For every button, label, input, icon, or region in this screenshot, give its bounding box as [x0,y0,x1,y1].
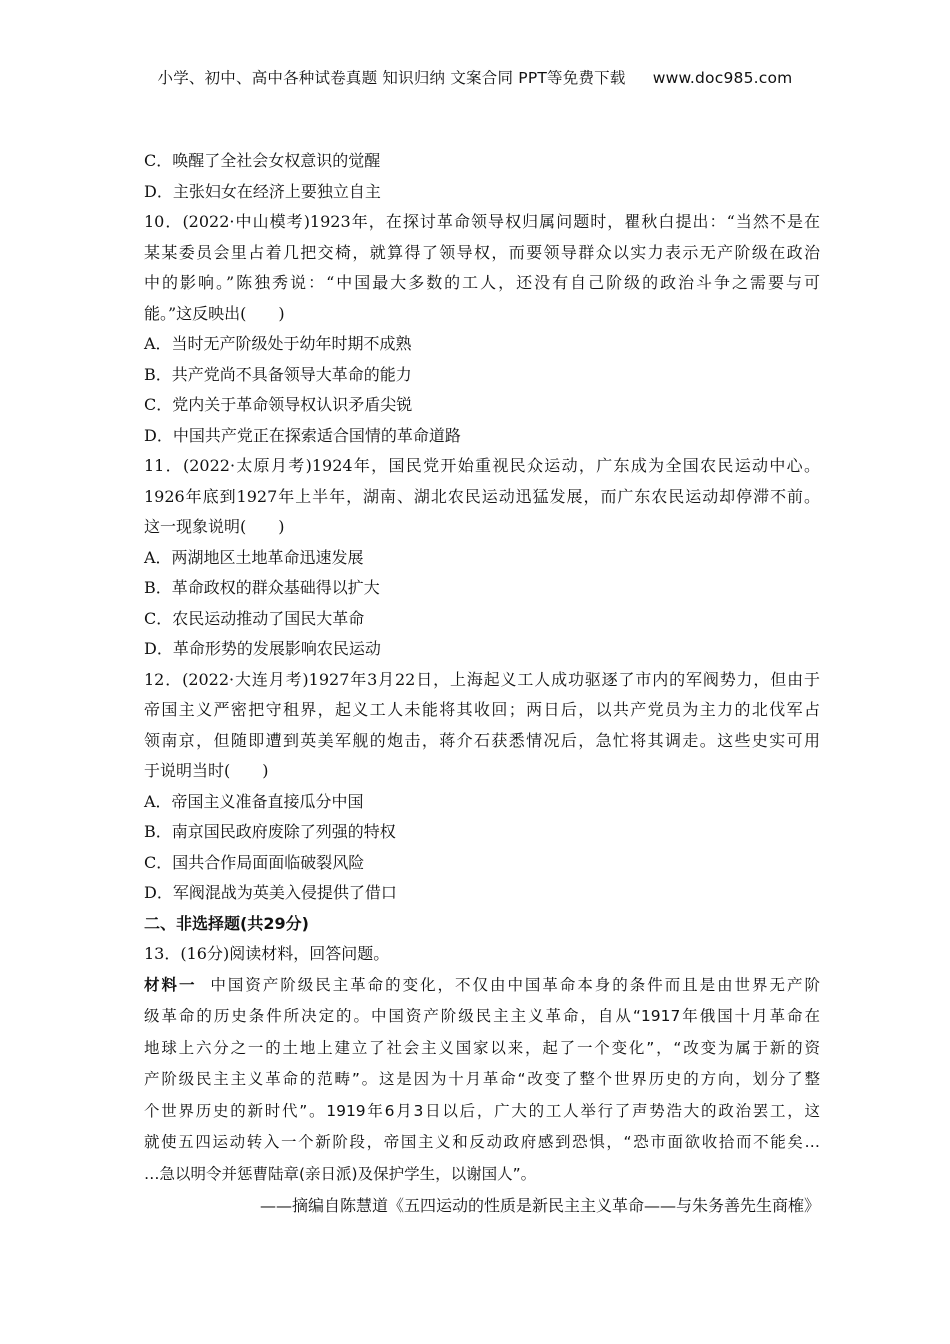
header-text: 小学、初中、高中各种试卷真题 知识归纳 文案合同 PPT等免费下载 [157,69,626,87]
q12-option-c: C．国共合作局面面临破裂风险 [144,852,365,872]
material-1-source: ——摘编自陈慧道《五四运动的性质是新民主主义革命——与朱务善先生商榷》 [259,1196,820,1215]
material-1-first-line [144,970,820,1002]
question-content [144,146,820,1221]
q11-option-d: D．革命形势的发展影响农民运动 [144,639,381,658]
q11-stem-line: 这一现象说明( ) [144,517,285,536]
material-label: 材料一 [144,975,197,994]
q10-option-c: C．党内关于革命领导权认识矛盾尖锐 [144,395,413,414]
q12-option-b: B．南京国民政府废除了列强的特权 [144,822,396,841]
q11-option-c: C．农民运动推动了国民大革命 [144,608,365,628]
header-url[interactable]: www.doc985.com [652,69,793,87]
question-13 [144,939,820,1221]
q10-option-d: D．中国共产党正在探索适合国情的革命道路 [144,425,461,445]
q11-stem-line: 1926年底到1927年上半年，湖南、湖北农民运动迅猛发展，而广东农民运动却停滞不前。 [144,486,820,506]
q10-stem-line: 某某委员会里占着几把交椅，就算得了领导权，而要领导群众以实力表示无产阶级在政治 [144,242,820,262]
q12-stem-line: 领南京，但随即遭到英美军舰的炮击，蒋介石获悉情况后，急忙将其调走。这些史实可用 [144,730,820,750]
q12-option-a: A．帝国主义准备直接瓜分中国 [144,791,364,811]
question-12 [144,665,820,909]
q10-option-b: B．共产党尚不具备领导大革命的能力 [144,364,412,384]
material-text: 中国资产阶级民主革命的变化，不仅由中国革命本身的条件而且是由世界无产阶 [210,975,820,994]
question-10 [144,207,820,451]
page-header [0,66,950,88]
q13-stem: 13．(16分)阅读材料，回答问题。 [144,944,390,963]
q9-option-c: C．唤醒了全社会女权意识的觉醒 [144,151,381,170]
q12-stem-line: 帝国主义严密把守租界，起义工人未能将其收回；两日后，以共产党员为主力的北伐军占 [144,700,820,719]
question-11 [144,451,820,665]
q10-stem-line: 中的影响。”陈独秀说：“中国最大多数的工人，还没有自己阶级的政治斗争之需要与可 [144,273,820,292]
q9-option-d: D．主张妇女在经济上要独立自主 [144,181,381,201]
q10-option-a: A．当时无产阶级处于幼年时期不成熟 [144,334,412,353]
material-1-line: 级革命的历史条件所决定的。中国资产阶级民主主义革命，自从“1917年俄国十月革命在 [144,1007,820,1025]
q12-stem-line: 12．(2022·大连月考)1927年3月22日，上海起义工人成功驱逐了市内的军阀势力，但由于 [144,669,820,689]
material-1-line: 个世界历史的新时代”。1919年6月3日以后，广大的工人举行了声势浩大的政治罢工，这 [144,1101,820,1120]
q12-stem-line: 于说明当时( ) [144,761,269,780]
material-1-line: …急以明令并惩曹陆章(亲日派)及保护学生，以谢国人”。 [144,1164,537,1183]
q12-option-d: D．军阀混战为英美入侵提供了借口 [144,883,397,902]
q11-option-b: B．革命政权的群众基础得以扩大 [144,578,380,597]
q10-stem-line: 10．(2022·中山模考)1923年，在探讨革命领导权归属问题时，瞿秋白提出：“当然不是在 [144,212,820,231]
q11-option-a: A．两湖地区土地革命迅速发展 [144,547,364,567]
q11-stem-line: 11．(2022·太原月考)1924年，国民党开始重视民众运动，广东成为全国农民运动中心。 [144,456,820,475]
section-title: 二、非选择题(共29分) [144,913,309,933]
material-1-line: 就使五四运动转入一个新阶段，帝国主义和反动政府感到恐惧，“恐市面欲收拾而不能矣… [144,1133,820,1151]
material-1-line: 地球上六分之一的土地上建立了社会主义国家以来，起了一个变化”，“改变为属于新的资 [144,1038,820,1057]
q10-stem-line: 能。”这反映出( ) [144,303,285,323]
material-1-line: 产阶级民主主义革命的范畴”。这是因为十月革命“改变了整个世界历史的方向，划分了整 [144,1070,820,1088]
